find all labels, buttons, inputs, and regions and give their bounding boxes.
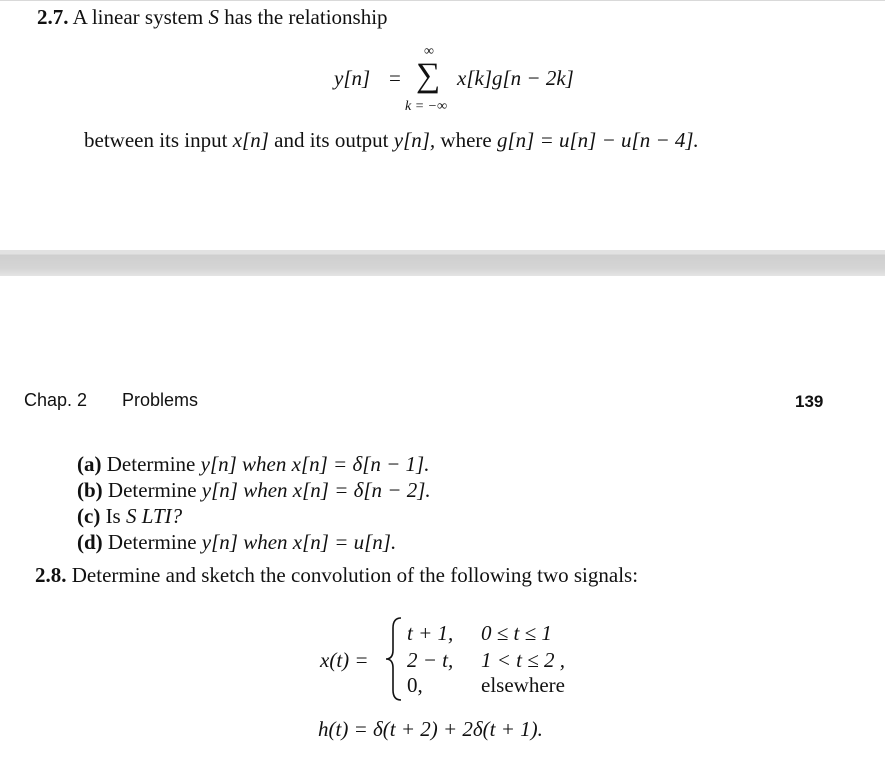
equation-lhs: y[n]: [334, 66, 371, 90]
problem-number: 2.7.: [37, 5, 69, 29]
h-definition: h(t) = δ(t + 2) + 2δ(t + 1).: [318, 717, 543, 741]
chapter-label: Chap. 2: [24, 390, 88, 410]
part-text: Is: [105, 504, 121, 528]
part-math: S LTI?: [125, 504, 183, 528]
part-label: (d): [77, 530, 103, 554]
case-expr: t + 1,: [407, 621, 454, 645]
equation-equals: =: [389, 66, 401, 90]
part-text: Determine: [107, 478, 197, 502]
top-rule: [0, 0, 885, 1]
system-symbol: S: [208, 5, 219, 29]
problem-text: Determine and sketch the convolution of the following two signals:: [71, 563, 639, 587]
case-cond: 1 < t ≤ 2 ,: [481, 648, 566, 672]
sum-upper-limit: ∞: [424, 44, 434, 59]
summation-symbol: ∑: [416, 57, 441, 94]
left-brace: [384, 616, 404, 702]
between-text: between its input: [84, 128, 228, 152]
part-label: (a): [77, 452, 102, 476]
part-math: y[n] when x[n] = u[n].: [201, 530, 397, 554]
part-label: (b): [77, 478, 103, 502]
part-text: Determine: [106, 452, 196, 476]
part-b: [77, 478, 431, 503]
problem-2-8-statement: [35, 563, 638, 588]
case-expr: 0,: [407, 673, 423, 697]
and-text: and its output: [274, 128, 389, 152]
part-label: (c): [77, 504, 101, 528]
equation-summand: x[k]g[n − 2k]: [457, 66, 574, 90]
part-c: [77, 504, 182, 529]
section-label: Problems: [122, 390, 199, 410]
part-math: y[n] when x[n] = δ[n − 2].: [201, 478, 431, 502]
intro-tail: has the relationship: [224, 5, 388, 29]
output-signal: y[n],: [393, 128, 436, 152]
intro-text: A linear system: [72, 5, 204, 29]
part-text: Determine: [107, 530, 197, 554]
problem-number: 2.8.: [35, 563, 67, 587]
part-math: y[n] when x[n] = δ[n − 1].: [200, 452, 430, 476]
part-d: [77, 530, 396, 555]
page-break: [0, 250, 885, 276]
part-a: [77, 452, 429, 477]
input-signal: x[n]: [232, 128, 269, 152]
case-cond: 0 ≤ t ≤ 1: [481, 621, 552, 645]
g-definition: g[n] = u[n] − u[n − 4].: [496, 128, 699, 152]
sum-lower-limit: k = −∞: [405, 99, 448, 114]
problem-2-7-statement: [37, 5, 388, 30]
case-cond: elsewhere: [481, 673, 565, 697]
where-text: where: [440, 128, 492, 152]
between-line: [84, 128, 699, 153]
case-expr: 2 − t,: [407, 648, 454, 672]
x-definition-lhs: x(t) =: [320, 648, 369, 672]
page-number: 139: [795, 392, 824, 411]
